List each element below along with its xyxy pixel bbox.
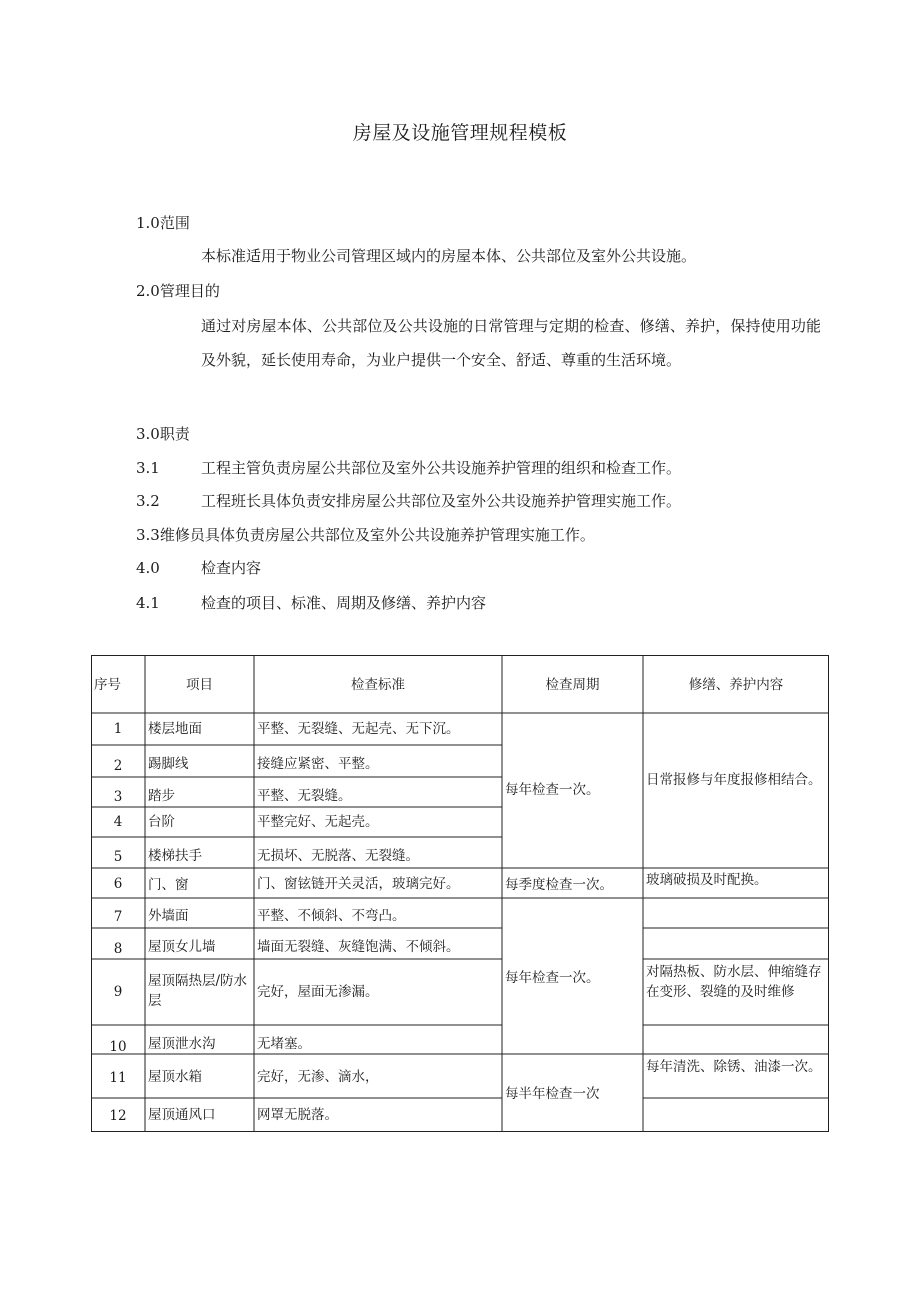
row-2-standard: 接缝应紧密、平整。 bbox=[257, 756, 379, 772]
row-7-item: 外墙面 bbox=[148, 908, 189, 924]
row-4-no: 4 bbox=[113, 814, 123, 830]
period-group-1: 每年检查一次。 bbox=[505, 782, 600, 798]
row-5-no: 5 bbox=[113, 849, 123, 865]
maintenance-row-6: 玻璃破损及时配换。 bbox=[646, 872, 768, 888]
row-11-item: 屋顶水箱 bbox=[148, 1069, 202, 1085]
row-1-no: 1 bbox=[113, 721, 123, 737]
row-9-item: 屋顶隔热层/防水层 bbox=[148, 973, 248, 1009]
row-10-standard: 无堵塞。 bbox=[257, 1036, 311, 1052]
maintenance-row-9: 对隔热板、防水层、伸缩缝存在变形、裂缝的及时维修 bbox=[646, 964, 822, 1000]
section-4-1-text: 检查的项目、标准、周期及修缮、养护内容 bbox=[201, 594, 487, 612]
section-4-number: 4.0 bbox=[136, 559, 160, 577]
row-12-no: 12 bbox=[109, 1108, 127, 1124]
section-1-heading: 1.0范围 bbox=[136, 214, 190, 232]
section-1-text: 本标准适用于物业公司管理区域内的房屋本体、公共部位及室外公共设施。 bbox=[201, 247, 697, 265]
period-group-3: 每年检查一次。 bbox=[505, 970, 600, 986]
section-3-3-text: 3.3维修员具体负责房屋公共部位及室外公共设施养护管理实施工作。 bbox=[136, 526, 595, 544]
row-9-no: 9 bbox=[113, 984, 123, 1000]
header-no: 序号 bbox=[94, 677, 121, 693]
row-4-item: 台阶 bbox=[148, 814, 175, 830]
row-5-item: 楼梯扶手 bbox=[148, 848, 202, 864]
row-9-standard: 完好，屋面无渗漏。 bbox=[257, 984, 379, 1000]
row-8-no: 8 bbox=[113, 941, 123, 957]
maintenance-group-1: 日常报修与年度报修相结合。 bbox=[646, 772, 822, 788]
row-7-no: 7 bbox=[113, 909, 123, 925]
row-12-standard: 网罩无脱落。 bbox=[257, 1107, 338, 1123]
row-2-no: 2 bbox=[113, 758, 123, 774]
period-group-2: 每季度检查一次。 bbox=[505, 877, 613, 893]
header-standard: 检查标准 bbox=[351, 677, 405, 693]
row-6-item: 门、窗 bbox=[148, 877, 189, 893]
row-7-standard: 平整、不倾斜、不弯凸。 bbox=[257, 908, 406, 924]
section-3-2-text: 工程班长具体负责安排房屋公共部位及室外公共设施养护管理实施工作。 bbox=[201, 492, 682, 510]
maintenance-row-11: 每年清洗、除锈、油漆一次。 bbox=[646, 1059, 822, 1075]
row-4-standard: 平整完好、无起壳。 bbox=[257, 814, 379, 830]
section-3-heading: 3.0职责 bbox=[136, 425, 190, 443]
row-12-item: 屋顶通风口 bbox=[148, 1107, 216, 1123]
row-2-item: 踢脚线 bbox=[148, 756, 189, 772]
section-3-1-text: 工程主管负责房屋公共部位及室外公共设施养护管理的组织和检查工作。 bbox=[201, 459, 682, 477]
row-3-standard: 平整、无裂缝。 bbox=[257, 788, 352, 804]
inspection-table bbox=[91, 655, 829, 1132]
header-item: 项目 bbox=[186, 677, 213, 693]
row-6-standard: 门、窗铉链开关灵活，玻璃完好。 bbox=[257, 876, 460, 892]
row-3-item: 踏步 bbox=[148, 788, 175, 804]
row-8-standard: 墙面无裂缝、灰缝饱满、不倾斜。 bbox=[257, 939, 460, 955]
row-8-item: 屋顶女儿墙 bbox=[148, 939, 216, 955]
period-group-4: 每半年检查一次 bbox=[505, 1086, 600, 1102]
row-10-no: 10 bbox=[109, 1039, 127, 1055]
row-11-standard: 完好，无渗、滴水， bbox=[257, 1069, 379, 1085]
row-6-no: 6 bbox=[113, 876, 123, 892]
row-10-item: 屋顶泄水沟 bbox=[148, 1036, 216, 1052]
section-3-2-number: 3.2 bbox=[136, 492, 160, 510]
section-2-text: 通过对房屋本体、公共部位及公共设施的日常管理与定期的检查、修缮、养护，保持使用功能及外貌，延长使用寿命，为业户提供一个安全、舒适、尊重的生活环境。 bbox=[201, 317, 821, 369]
row-3-no: 3 bbox=[113, 789, 123, 805]
document-title: 房屋及设施管理规程模板 bbox=[352, 122, 568, 144]
section-4-text: 检查内容 bbox=[201, 559, 262, 577]
row-11-no: 11 bbox=[109, 1070, 127, 1086]
row-1-item: 楼层地面 bbox=[148, 721, 202, 737]
row-1-standard: 平整、无裂缝、无起壳、无下沉。 bbox=[257, 721, 460, 737]
header-maintenance: 修缮、养护内容 bbox=[688, 677, 784, 693]
header-period: 检查周期 bbox=[545, 677, 600, 693]
section-3-1-number: 3.1 bbox=[136, 459, 160, 477]
section-4-1-number: 4.1 bbox=[136, 594, 160, 612]
section-2-heading: 2.0管理目的 bbox=[136, 282, 220, 300]
row-5-standard: 无损坏、无脱落、无裂缝。 bbox=[257, 848, 419, 864]
